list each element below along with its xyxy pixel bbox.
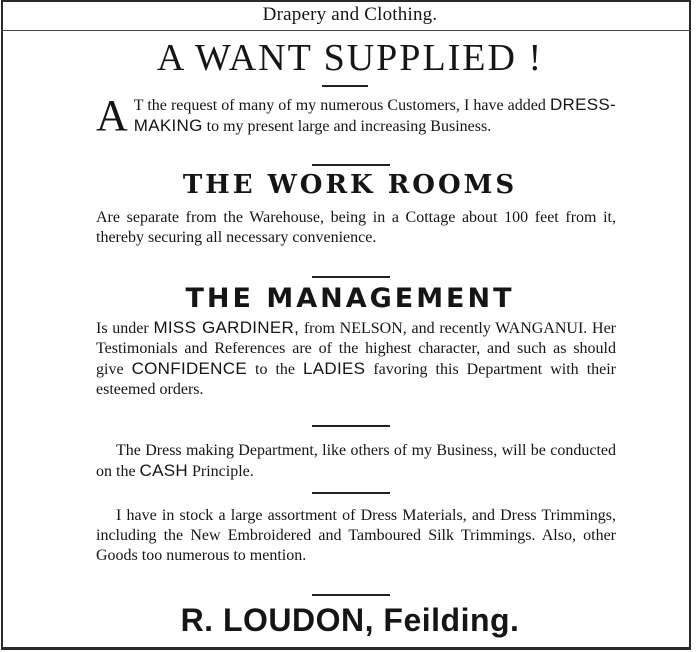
ad-title: A WANT SUPPLIED ! [156,37,544,79]
dressmaking-emphasis: DRESS-MAKING [133,95,616,135]
bottom-rule [1,647,691,650]
gardiner-emphasis: MISS GARDINER, [153,318,300,337]
drop-cap: A [96,91,128,140]
section-header: Drapery and Clothing. [262,4,438,25]
work-rooms-heading: THE WORK ROOMS [182,170,518,200]
divider [312,164,390,166]
divider [322,85,368,87]
stock-paragraph: I have in stock a large assortment of Dress Materials, and Dress Trimmings, including the New Embroidered and Tamboured Silk Trimmings. Also, other Goods too numerous to mention. [96,507,616,564]
top-rule [1,0,691,2]
cash-paragraph: The Dress making Department, like others of my Business, will be conducted on the CASH Principle. [96,442,616,480]
signature: R. LOUDON, Feilding. [180,602,520,638]
header-rule [1,30,691,31]
divider [312,594,390,596]
confidence-emphasis: CONFIDENCE [131,359,247,378]
management-heading: THE MANAGEMENT [185,283,515,314]
work-rooms-paragraph: Are separate from the Warehouse, being in a Cottage about 100 feet from it, thereby securing all necessary convenience. [96,209,616,246]
divider [312,492,390,494]
divider [312,425,390,427]
management-paragraph: Is under MISS GARDINER, from NELSON, and recently WANGANUI. Her Testimonials and References are of the highest character, and such as should give CONFIDENCE to the LADIES favoring this Department with their esteemed orders. [96,318,617,398]
ladies-emphasis: LADIES [303,359,366,378]
cash-emphasis: CASH [139,461,188,480]
divider [312,276,390,278]
intro-paragraph: A T the request of many of my numerous Customers, I have added DRESS-MAKING to my present large and increasing Business. [96,91,616,140]
